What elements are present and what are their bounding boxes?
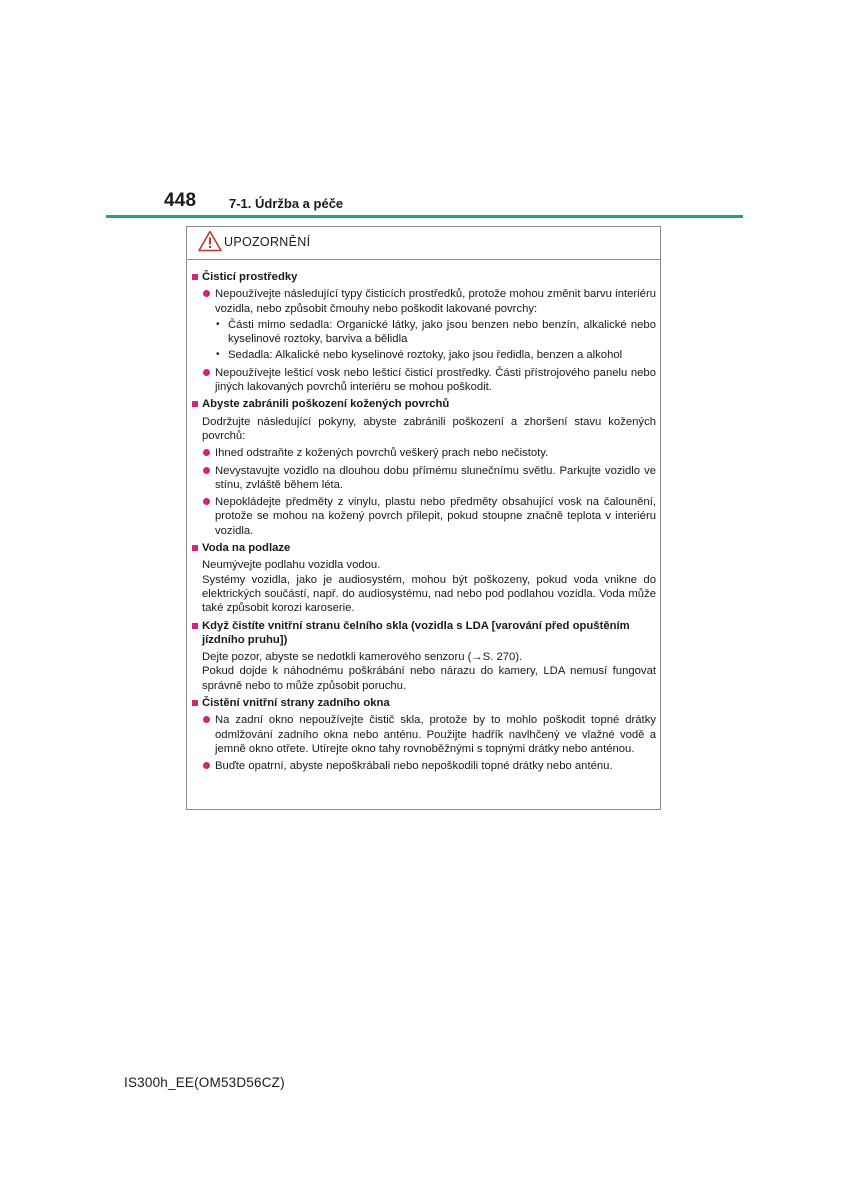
list-item: Buďte opatrní, abyste nepoškrábali nebo nepoškodili topné drátky nebo anténu.	[191, 759, 656, 773]
square-bullet-icon	[192, 401, 198, 407]
sub-list-item: • Části mimo sedadla: Organické látky, jako jsou benzen nebo benzín, alkalické nebo kyselinové roztoky, barviva a bělidla	[216, 318, 656, 346]
round-bullet-icon	[203, 467, 210, 474]
paragraph: Dodržujte následující pokyny, abyste zabránili poškození a zhoršení stavu kožených povrchů:	[202, 415, 656, 442]
square-bullet-icon	[192, 623, 198, 629]
warning-triangle-icon	[198, 230, 222, 252]
page-number: 448	[164, 190, 197, 211]
small-bullet-icon: •	[216, 349, 220, 361]
section-heading: Když čistíte vnitřní stranu čelního skla (vozidla s LDA [varování před opuštěním jízdního pruhu])	[191, 619, 656, 648]
section-heading: Čistění vnitřní strany zadního okna	[191, 696, 656, 710]
square-bullet-icon	[192, 545, 198, 551]
sub-list-item: • Sedadla: Alkalické nebo kyselinové roztoky, jako jsou ředidla, benzen a alkohol	[216, 349, 623, 362]
paragraph: Pokud dojde k náhodnému poškrábání nebo nárazu do kamery, LDA nemusí fungovat správně nebo to může způsobit poruchu.	[202, 665, 656, 692]
header-rule	[106, 215, 743, 218]
section-heading: Voda na podlaze	[191, 541, 656, 555]
round-bullet-icon	[203, 762, 210, 769]
section-heading: Čisticí prostředky	[191, 270, 656, 284]
section-heading: Abyste zabránili poškození kožených povrchů	[191, 397, 656, 411]
round-bullet-icon	[203, 498, 210, 505]
list-item: Nepoužívejte následující typy čisticích prostředků, protože mohou změnit barvu interiéru vozidla, nebo způsobit čmouhy nebo poškodit lakované povrchy:	[191, 287, 656, 316]
list-item: Nevystavujte vozidlo na dlouhou dobu přímému slunečnímu světlu. Parkujte vozidlo ve stínu, zvláště během léta.	[191, 464, 656, 493]
list-item: Na zadní okno nepoužívejte čistič skla, protože by to mohlo poškodit topné drátky odmlžování zadního okna nebo anténu. Použijte hadřík navlhčený ve vlažné vodě a jemně okno otřete. Utírejte okno tahy rovnoběžnými s topnými drátky nebo anténou.	[191, 713, 656, 756]
round-bullet-icon	[203, 369, 210, 376]
paragraph: Systémy vozidla, jako je audiosystém, mohou být poškozeny, pokud voda vnikne do elektrických součástí, např. do audiosystému, nad nebo pod podlahou vozidla. Voda může také způsobit korozi karoserie.	[202, 573, 656, 615]
round-bullet-icon	[203, 716, 210, 723]
list-item: Ihned odstraňte z kožených povrchů veškerý prach nebo nečistoty.	[191, 446, 656, 460]
list-item: Nepoužívejte lešticí vosk nebo lešticí čisticí prostředky. Části přístrojového panelu nebo jiných lakovaných povrchů interiéru se mohou poškodit.	[191, 366, 656, 395]
square-bullet-icon	[192, 700, 198, 706]
warning-header	[187, 227, 660, 260]
paragraph: Dejte pozor, abyste se nedotkli kamerového senzoru (→S. 270).	[202, 651, 523, 664]
list-item: Nepokládejte předměty z vinylu, plastu nebo předměty obsahující vosk na čalounění, protože se mohou na kožený povrch přilepit, pokud stoupne značně teplota v interiéru vozidla.	[191, 495, 656, 538]
round-bullet-icon	[203, 449, 210, 456]
round-bullet-icon	[203, 290, 210, 297]
document-code: IS300h_EE(OM53D56CZ)	[124, 1075, 285, 1090]
section-title: 7-1. Údržba a péče	[229, 196, 344, 211]
warning-title: UPOZORNĚNÍ	[224, 235, 311, 249]
small-bullet-icon: •	[216, 318, 220, 330]
warning-box	[186, 226, 661, 810]
paragraph: Neumývejte podlahu vozidla vodou.	[202, 559, 381, 572]
warning-content	[187, 267, 662, 774]
square-bullet-icon	[192, 274, 198, 280]
